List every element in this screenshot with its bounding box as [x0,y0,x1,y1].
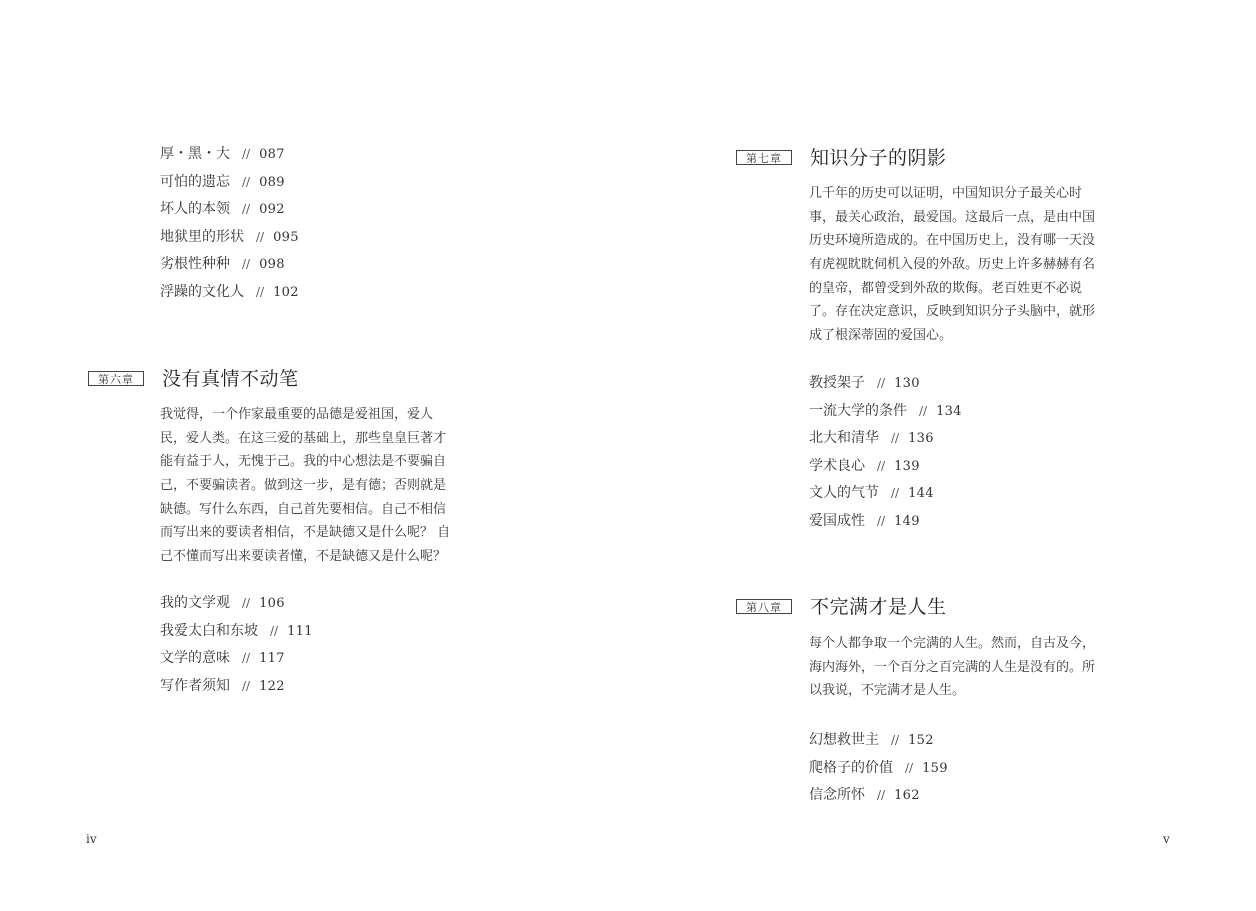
intro-line: 己，不要骗读者。做到这一步，是有德；否则就是 [160,478,447,494]
intro-line: 以我说，不完满才是人生。 [809,683,966,699]
entry-separator: // [891,733,900,747]
intro-line: 缺德。写什么东西，自己首先要相信。自己不相信 [160,501,447,517]
entry-separator: // [242,257,251,272]
toc-entry[interactable] [160,590,313,618]
entry-title: 北大和清华 [809,430,879,447]
chapter-badge: 第八章 [736,599,792,614]
intro-line: 成了根深蒂固的爱国心。 [809,328,953,344]
intro-line: 几千年的历史可以证明，中国知识分子最关心时 [809,186,1083,201]
intro-line: 事，最关心政治，最爱国。这最后一点，是由中国 [809,209,1096,225]
entry-title: 地狱里的形状 [160,228,244,245]
entry-title: 爬格子的价值 [809,759,893,776]
entry-title: 幻想救世主 [809,732,879,748]
entry-page-number: 152 [908,733,934,748]
entry-title: 我爱太白和东坡 [160,622,258,639]
entry-separator: // [242,174,251,189]
entry-separator: // [877,376,886,390]
entry-separator: // [919,403,928,418]
chapter-title: 知识分子的阴影 [810,147,947,169]
entry-page-number: 139 [894,458,920,474]
intro-line: 了。存在决定意识，反映到知识分子头脑中，就形 [809,304,1096,320]
toc-entry[interactable] [160,279,299,307]
entry-separator: // [242,651,251,666]
entry-page-number: 117 [259,651,285,667]
chapter8-intro [809,632,1099,703]
chapter-title: 没有真情不动笔 [162,368,299,390]
entry-title: 一流大学的条件 [809,402,907,419]
toc-list-chapter7 [809,370,962,536]
entry-title: 爱国成性 [809,512,865,529]
entry-separator: // [877,513,886,528]
intro-line: 而写出来的要读者相信，不是缺德又是什么呢？ 自 [160,525,451,541]
right-page [628,0,1256,911]
entry-page-number: 092 [259,202,285,218]
entry-title: 劣根性种种 [160,256,230,273]
page-number: iv [86,832,97,846]
entry-separator: // [891,431,900,446]
toc-entry[interactable] [809,755,948,783]
entry-page-number: 089 [259,174,285,190]
entry-separator: // [877,458,886,473]
entry-title: 写作者须知 [160,677,230,694]
intro-line: 己不懂而写出来要读者懂，不是缺德又是什么呢？ [160,549,447,565]
intro-line: 有虎视眈眈伺机入侵的外敌。历史上许多赫赫有名 [809,257,1096,273]
entry-page-number: 095 [273,229,299,245]
entry-page-number: 149 [894,513,920,529]
toc-list-chapter8 [809,727,948,810]
toc-entry[interactable] [809,508,962,536]
toc-list-chapter6 [160,590,313,700]
toc-entry[interactable] [809,480,962,508]
toc-entry[interactable] [809,425,962,453]
toc-entry[interactable] [160,645,313,673]
toc-entry[interactable] [160,169,299,197]
entry-title: 我的文学观 [160,595,230,611]
intro-line: 民，爱人类。在这三爱的基础上，那些皇皇巨著才 [160,430,447,446]
entry-page-number: 162 [894,788,920,804]
intro-line: 我觉得，一个作家最重要的品德是爱祖国，爱人 [160,407,434,422]
chapter7-intro [809,182,1099,348]
entry-title: 信念所怀 [809,787,865,804]
intro-line: 历史环境所造成的。在中国历史上，没有哪一天没 [809,233,1096,249]
entry-page-number: 136 [908,431,934,447]
entry-separator: // [891,486,900,501]
toc-entry[interactable] [809,782,948,810]
entry-separator: // [877,788,886,803]
toc-entry[interactable] [160,196,299,224]
toc-entry[interactable] [160,141,299,169]
toc-entry[interactable] [809,398,962,426]
toc-entry[interactable] [809,370,962,398]
entry-title: 厚・黑・大 [160,146,230,162]
entry-title: 坏人的本领 [160,201,230,218]
page-number: v [1163,832,1170,846]
entry-page-number: 102 [273,284,299,300]
entry-title: 可怕的遗忘 [160,173,230,190]
entry-page-number: 087 [259,147,285,162]
intro-line: 海内海外，一个百分之百完满的人生是没有的。所 [809,659,1096,675]
toc-entry[interactable] [160,224,299,252]
entry-page-number: 098 [259,257,285,273]
chapter-title: 不完满才是人生 [810,596,947,618]
entry-separator: // [256,284,265,299]
entry-page-number: 134 [936,403,962,419]
entry-page-number: 159 [922,760,948,776]
entry-separator: // [270,623,279,638]
toc-entry[interactable] [160,673,313,701]
entry-page-number: 106 [259,596,285,611]
entry-page-number: 130 [894,376,920,391]
entry-separator: // [242,147,251,161]
entry-title: 教授架子 [809,375,865,391]
entry-separator: // [242,596,251,610]
intro-line: 的皇帝，都曾受到外敌的欺侮。老百姓更不必说 [809,280,1083,296]
entry-page-number: 111 [287,623,313,639]
entry-title: 浮躁的文化人 [160,283,244,300]
intro-line: 能有益于人，无愧于己。我的中心想法是不要骗自 [160,454,447,470]
entry-title: 文学的意味 [160,650,230,667]
entry-title: 文人的气节 [809,485,879,502]
entry-separator: // [242,678,251,693]
entry-page-number: 122 [259,678,285,694]
entry-page-number: 144 [908,486,934,502]
toc-entry[interactable] [160,618,313,646]
intro-line: 每个人都争取一个完满的人生。然而，自古及今， [809,636,1096,651]
entry-separator: // [905,760,914,775]
toc-entry[interactable] [160,251,299,279]
chapter-badge: 第七章 [736,150,792,165]
chapter6-intro [160,403,450,569]
toc-list-chapter5-tail [160,141,299,307]
toc-entry[interactable] [809,727,948,755]
chapter-badge: 第六章 [88,371,144,386]
entry-title: 学术良心 [809,457,865,474]
entry-separator: // [242,202,251,217]
toc-entry[interactable] [809,453,962,481]
entry-separator: // [256,229,265,244]
